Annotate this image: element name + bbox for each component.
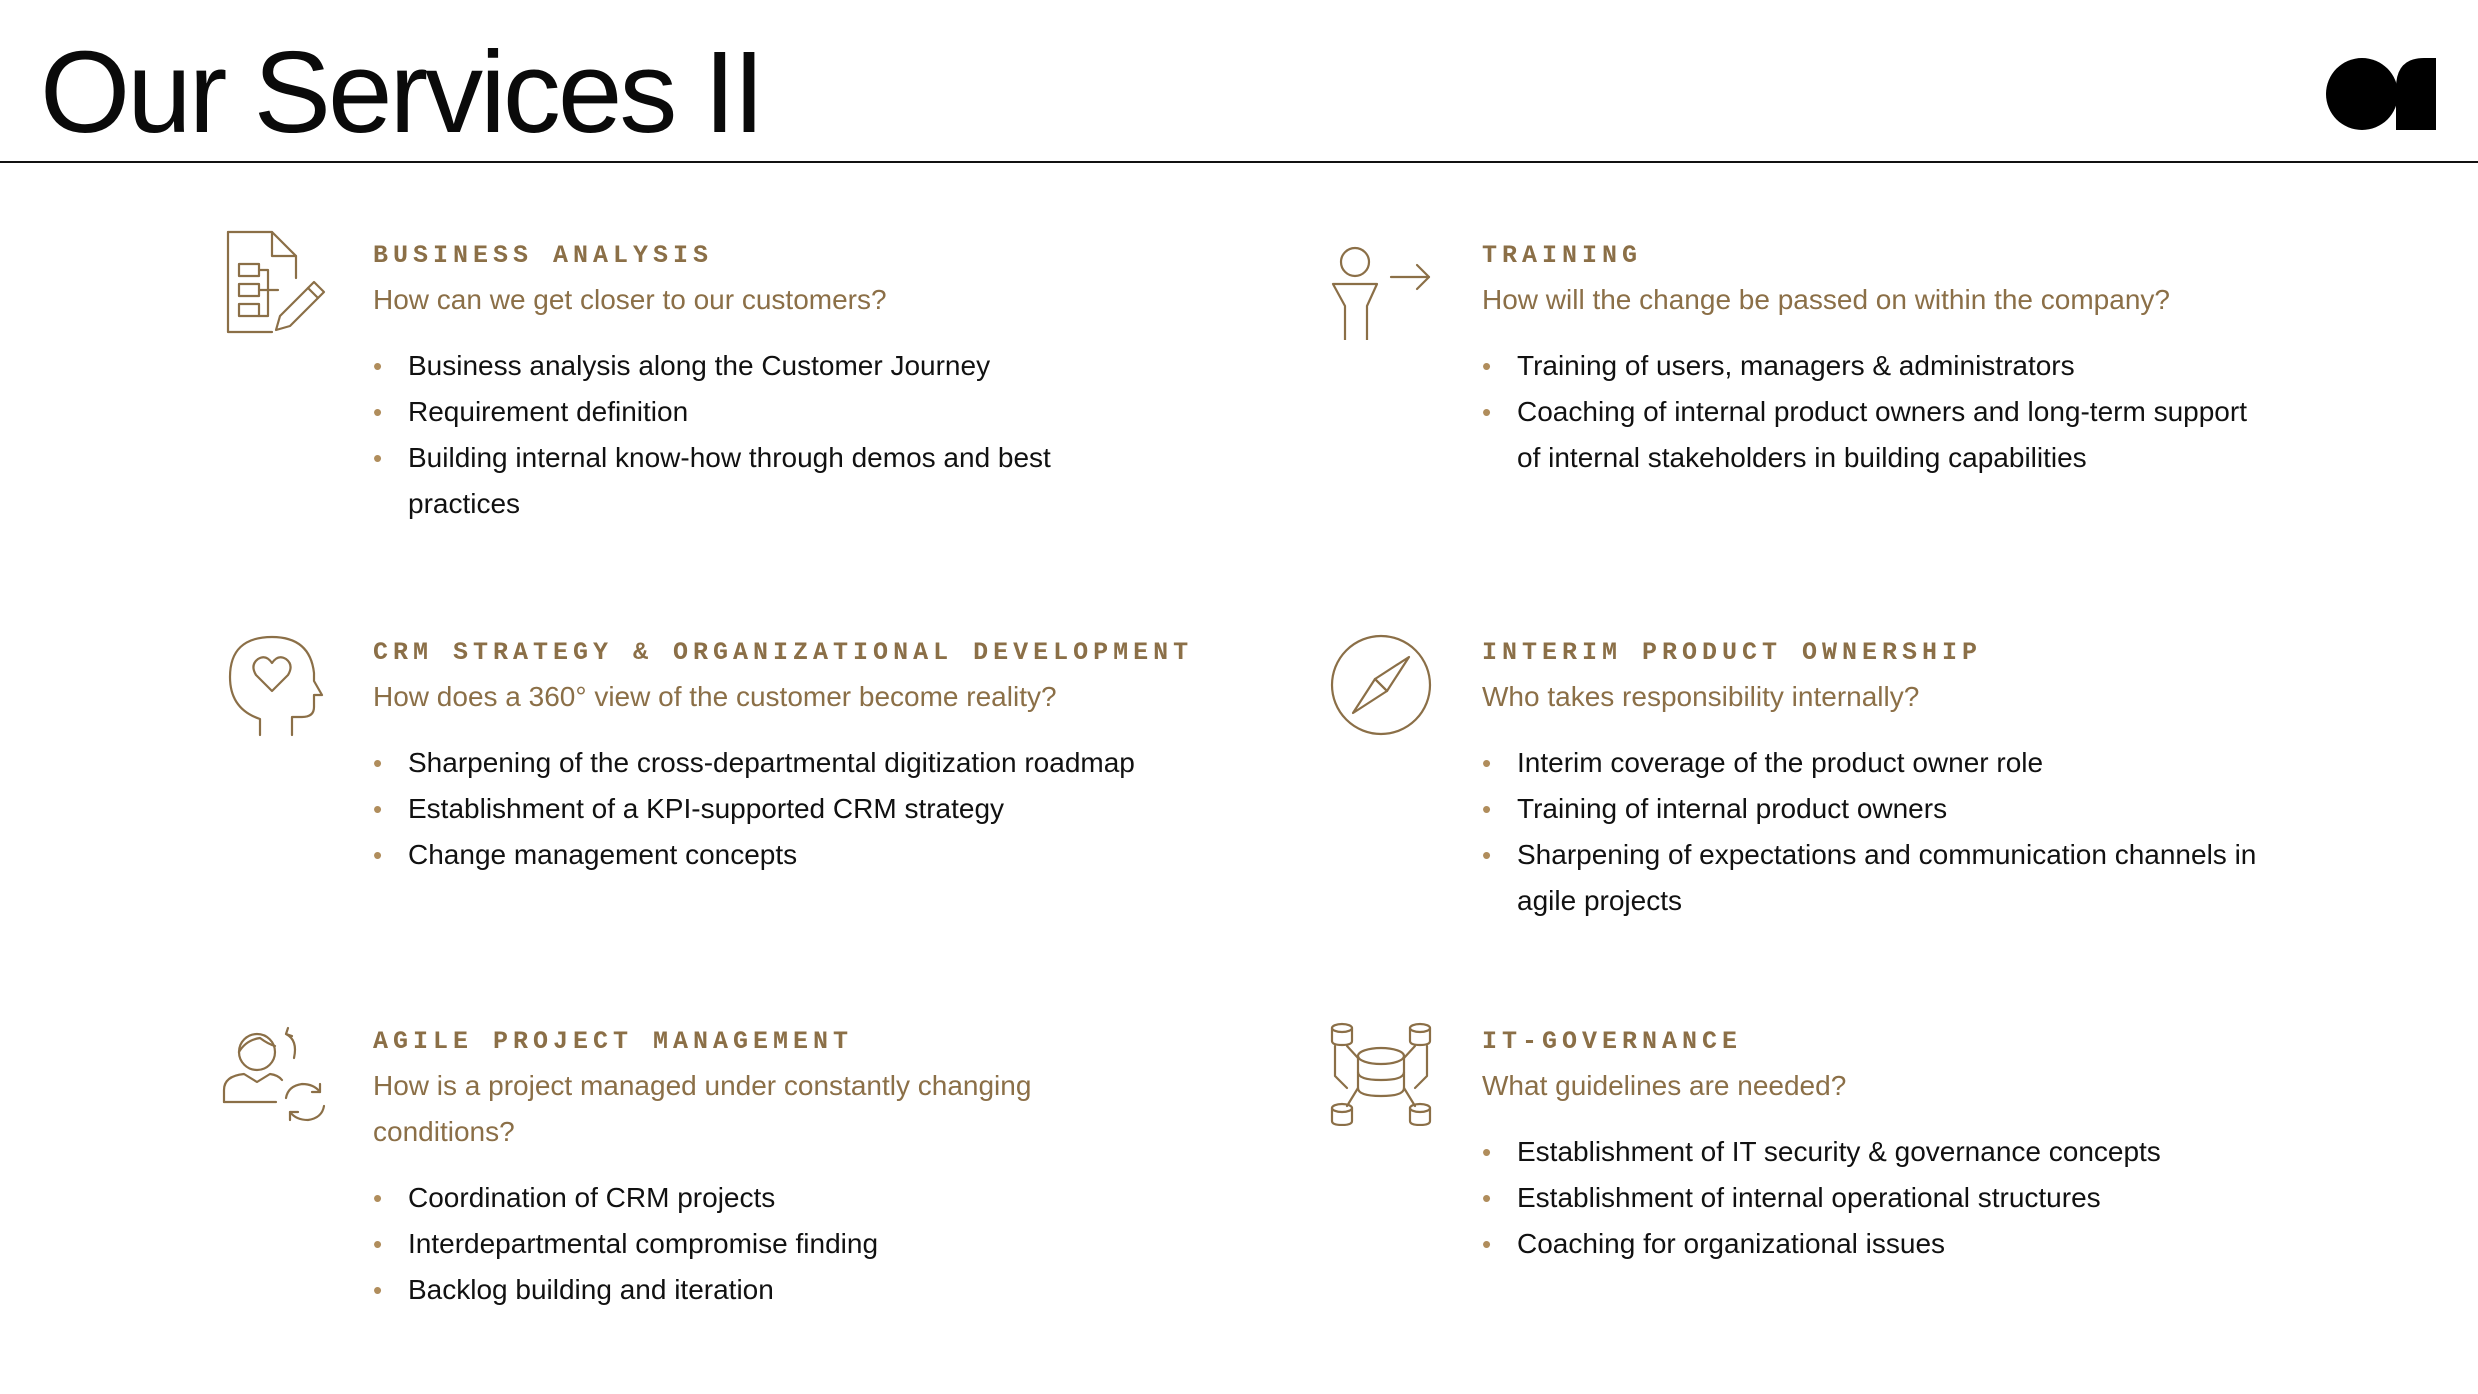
bullet-icon: • [1482, 1229, 1492, 1259]
service-text [373, 230, 1253, 527]
bullet-icon: • [373, 443, 383, 473]
bullet-icon: • [373, 748, 383, 778]
list-item: • Training of users, managers & administrators [1482, 343, 2262, 389]
list-item: • Coaching of internal product owners and long-term support of internal stakeholders in building capabilities [1482, 389, 2262, 481]
service-question: How does a 360° view of the customer become reality? [373, 681, 1057, 712]
service-question: Who takes responsibility internally? [1482, 681, 1920, 712]
service-points-list [373, 740, 1193, 878]
service-text [373, 1016, 1253, 1313]
list-item: • Coordination of CRM projects [373, 1175, 1193, 1221]
list-item: • Interim coverage of the product owner role [1482, 740, 2262, 786]
document-edit-icon [220, 230, 330, 340]
database-network-icon [1329, 1016, 1439, 1126]
service-question: How is a project managed under constantly changing conditions? [373, 1070, 1032, 1147]
bullet-icon: • [1482, 351, 1492, 381]
service-text [1482, 627, 2362, 924]
list-item: • Building internal know-how through demos and best practices [373, 435, 1073, 527]
service-title: AGILE PROJECT MANAGEMENT [373, 1027, 854, 1056]
people-cycle-icon [220, 1016, 330, 1126]
service-title: IT-GOVERNANCE [1482, 1027, 1743, 1056]
page-title: Our Services II [40, 27, 763, 157]
service-points-list [1482, 740, 2262, 924]
list-item: • Training of internal product owners [1482, 786, 2262, 832]
service-title: BUSINESS ANALYSIS [373, 241, 714, 270]
person-arrow-icon [1329, 230, 1439, 340]
bullet-icon: • [373, 1229, 383, 1259]
bullet-icon: • [1482, 1137, 1492, 1167]
bullet-icon: • [373, 351, 383, 381]
service-title: CRM STRATEGY & ORGANIZATIONAL DEVELOPMENT [373, 638, 1194, 667]
service-question: How will the change be passed on within the company? [1482, 284, 2170, 315]
bullet-icon: • [373, 840, 383, 870]
service-points-list [373, 1175, 1193, 1313]
brand-logo-icon [2326, 58, 2436, 130]
service-text [1482, 230, 2362, 481]
list-item: • Establishment of a KPI-supported CRM strategy [373, 786, 1193, 832]
bullet-icon: • [373, 794, 383, 824]
slide-header [0, 0, 2478, 163]
head-heart-icon [220, 627, 330, 737]
list-item: • Change management concepts [373, 832, 1193, 878]
bullet-icon: • [1482, 748, 1492, 778]
list-item: • Establishment of IT security & governance concepts [1482, 1129, 2262, 1175]
bullet-icon: • [1482, 1183, 1492, 1213]
compass-icon [1329, 627, 1439, 737]
service-question: What guidelines are needed? [1482, 1070, 1847, 1101]
list-item: • Backlog building and iteration [373, 1267, 1193, 1313]
bullet-icon: • [373, 1275, 383, 1305]
list-item: • Sharpening of expectations and communication channels in agile projects [1482, 832, 2262, 924]
service-text [1482, 1016, 2362, 1267]
bullet-icon: • [373, 1183, 383, 1213]
list-item: • Interdepartmental compromise finding [373, 1221, 1193, 1267]
bullet-icon: • [1482, 397, 1492, 427]
service-text [373, 627, 1253, 878]
list-item: • Sharpening of the cross-departmental digitization roadmap [373, 740, 1193, 786]
list-item: • Coaching for organizational issues [1482, 1221, 2262, 1267]
bullet-icon: • [373, 397, 383, 427]
service-question: How can we get closer to our customers? [373, 284, 887, 315]
service-points-list [1482, 343, 2262, 481]
service-points-list [373, 343, 1073, 527]
bullet-icon: • [1482, 794, 1492, 824]
service-title: TRAINING [1482, 241, 1643, 270]
service-title: INTERIM PRODUCT OWNERSHIP [1482, 638, 1983, 667]
service-points-list [1482, 1129, 2262, 1267]
list-item: • Requirement definition [373, 389, 1073, 435]
list-item: • Establishment of internal operational structures [1482, 1175, 2262, 1221]
list-item: • Business analysis along the Customer Journey [373, 343, 1073, 389]
bullet-icon: • [1482, 840, 1492, 870]
